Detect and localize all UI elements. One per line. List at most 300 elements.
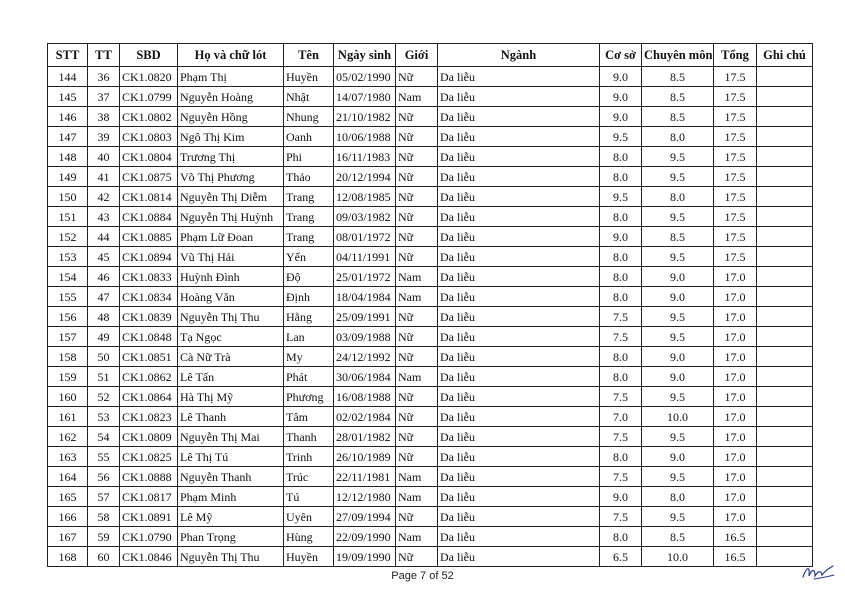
handwritten-initials bbox=[800, 560, 836, 584]
cell-ten: Huyền bbox=[284, 67, 334, 87]
cell-co-so: 8.0 bbox=[600, 207, 642, 227]
cell-ngay-sinh: 14/07/1980 bbox=[334, 87, 396, 107]
table-body bbox=[48, 67, 813, 567]
cell-tong: 17.5 bbox=[714, 127, 757, 147]
cell-tt: 49 bbox=[88, 327, 120, 347]
cell-sbd: CK1.0839 bbox=[120, 307, 178, 327]
cell-stt: 162 bbox=[48, 427, 88, 447]
cell-tong: 17.0 bbox=[714, 467, 757, 487]
cell-nganh: Da liễu bbox=[438, 127, 600, 147]
cell-ho-va-chu-lot: Huỳnh Đình bbox=[178, 267, 284, 287]
cell-co-so: 8.0 bbox=[600, 267, 642, 287]
cell-sbd: CK1.0833 bbox=[120, 267, 178, 287]
cell-tt: 56 bbox=[88, 467, 120, 487]
cell-stt: 147 bbox=[48, 127, 88, 147]
cell-chuyen-mon: 9.5 bbox=[642, 147, 714, 167]
cell-gioi: Nam bbox=[396, 267, 438, 287]
cell-ten: Uyên bbox=[284, 507, 334, 527]
cell-gioi: Nữ bbox=[396, 387, 438, 407]
cell-ho-va-chu-lot: Nguyễn Thị Thu bbox=[178, 307, 284, 327]
cell-stt: 146 bbox=[48, 107, 88, 127]
cell-ten: Phi bbox=[284, 147, 334, 167]
cell-nganh: Da liễu bbox=[438, 107, 600, 127]
cell-chuyen-mon: 8.5 bbox=[642, 87, 714, 107]
cell-ngay-sinh: 24/12/1992 bbox=[334, 347, 396, 367]
cell-nganh: Da liễu bbox=[438, 227, 600, 247]
cell-tong: 17.0 bbox=[714, 367, 757, 387]
cell-co-so: 9.0 bbox=[600, 87, 642, 107]
cell-tong: 17.5 bbox=[714, 227, 757, 247]
cell-gioi: Nữ bbox=[396, 127, 438, 147]
cell-ghi-chu bbox=[757, 487, 813, 507]
cell-tong: 17.0 bbox=[714, 327, 757, 347]
cell-ghi-chu bbox=[757, 287, 813, 307]
cell-sbd: CK1.0799 bbox=[120, 87, 178, 107]
cell-ho-va-chu-lot: Ngô Thị Kim bbox=[178, 127, 284, 147]
cell-co-so: 8.0 bbox=[600, 247, 642, 267]
cell-chuyen-mon: 9.0 bbox=[642, 267, 714, 287]
cell-stt: 163 bbox=[48, 447, 88, 467]
cell-ngay-sinh: 22/09/1990 bbox=[334, 527, 396, 547]
cell-chuyen-mon: 9.5 bbox=[642, 207, 714, 227]
cell-sbd: CK1.0894 bbox=[120, 247, 178, 267]
cell-nganh: Da liễu bbox=[438, 167, 600, 187]
cell-stt: 150 bbox=[48, 187, 88, 207]
table-row bbox=[48, 347, 813, 367]
header-co-so: Cơ sở bbox=[600, 44, 642, 67]
cell-chuyen-mon: 8.5 bbox=[642, 227, 714, 247]
cell-chuyen-mon: 9.0 bbox=[642, 347, 714, 367]
cell-nganh: Da liễu bbox=[438, 207, 600, 227]
cell-ho-va-chu-lot: Phạm Minh bbox=[178, 487, 284, 507]
page-number: Page 7 of 52 bbox=[391, 570, 454, 582]
cell-ho-va-chu-lot: Hoàng Văn bbox=[178, 287, 284, 307]
cell-tong: 17.5 bbox=[714, 247, 757, 267]
cell-tt: 58 bbox=[88, 507, 120, 527]
cell-ngay-sinh: 28/01/1982 bbox=[334, 427, 396, 447]
cell-tong: 17.5 bbox=[714, 147, 757, 167]
cell-ghi-chu bbox=[757, 387, 813, 407]
cell-ten: Độ bbox=[284, 267, 334, 287]
cell-sbd: CK1.0846 bbox=[120, 547, 178, 567]
cell-ghi-chu bbox=[757, 227, 813, 247]
table-row bbox=[48, 427, 813, 447]
cell-tong: 17.5 bbox=[714, 167, 757, 187]
cell-co-so: 8.0 bbox=[600, 147, 642, 167]
cell-ho-va-chu-lot: Nguyễn Thị Mai bbox=[178, 427, 284, 447]
cell-gioi: Nữ bbox=[396, 427, 438, 447]
cell-stt: 148 bbox=[48, 147, 88, 167]
cell-ten: Hằng bbox=[284, 307, 334, 327]
cell-ten: Huyền bbox=[284, 547, 334, 567]
header-tt: TT bbox=[88, 44, 120, 67]
cell-tong: 17.0 bbox=[714, 267, 757, 287]
cell-co-so: 8.0 bbox=[600, 347, 642, 367]
cell-ghi-chu bbox=[757, 527, 813, 547]
cell-ten: Trang bbox=[284, 187, 334, 207]
cell-ho-va-chu-lot: Nguyễn Hồng bbox=[178, 107, 284, 127]
cell-stt: 145 bbox=[48, 87, 88, 107]
cell-gioi: Nam bbox=[396, 467, 438, 487]
cell-ngay-sinh: 02/02/1984 bbox=[334, 407, 396, 427]
cell-sbd: CK1.0804 bbox=[120, 147, 178, 167]
cell-stt: 149 bbox=[48, 167, 88, 187]
cell-tt: 42 bbox=[88, 187, 120, 207]
cell-ngay-sinh: 27/09/1994 bbox=[334, 507, 396, 527]
table-row bbox=[48, 207, 813, 227]
cell-stt: 151 bbox=[48, 207, 88, 227]
cell-stt: 158 bbox=[48, 347, 88, 367]
cell-gioi: Nữ bbox=[396, 407, 438, 427]
cell-chuyen-mon: 9.5 bbox=[642, 387, 714, 407]
cell-tt: 36 bbox=[88, 67, 120, 87]
cell-nganh: Da liễu bbox=[438, 507, 600, 527]
cell-tt: 40 bbox=[88, 147, 120, 167]
cell-nganh: Da liễu bbox=[438, 407, 600, 427]
cell-co-so: 9.0 bbox=[600, 67, 642, 87]
cell-tt: 48 bbox=[88, 307, 120, 327]
cell-chuyen-mon: 8.5 bbox=[642, 107, 714, 127]
header-ngay-sinh: Ngày sinh bbox=[334, 44, 396, 67]
cell-ten: Tâm bbox=[284, 407, 334, 427]
cell-sbd: CK1.0814 bbox=[120, 187, 178, 207]
cell-ghi-chu bbox=[757, 187, 813, 207]
cell-chuyen-mon: 8.0 bbox=[642, 187, 714, 207]
cell-ten: Nhung bbox=[284, 107, 334, 127]
cell-gioi: Nữ bbox=[396, 67, 438, 87]
cell-tt: 51 bbox=[88, 367, 120, 387]
table-row bbox=[48, 367, 813, 387]
cell-gioi: Nam bbox=[396, 527, 438, 547]
cell-ghi-chu bbox=[757, 307, 813, 327]
cell-gioi: Nữ bbox=[396, 227, 438, 247]
cell-tt: 47 bbox=[88, 287, 120, 307]
cell-nganh: Da liễu bbox=[438, 327, 600, 347]
cell-gioi: Nữ bbox=[396, 187, 438, 207]
cell-ho-va-chu-lot: Nguyễn Hoàng bbox=[178, 87, 284, 107]
cell-sbd: CK1.0862 bbox=[120, 367, 178, 387]
cell-ghi-chu bbox=[757, 327, 813, 347]
cell-ghi-chu bbox=[757, 127, 813, 147]
cell-tt: 55 bbox=[88, 447, 120, 467]
cell-stt: 160 bbox=[48, 387, 88, 407]
table-row bbox=[48, 187, 813, 207]
cell-stt: 157 bbox=[48, 327, 88, 347]
cell-nganh: Da liễu bbox=[438, 387, 600, 407]
cell-ghi-chu bbox=[757, 147, 813, 167]
table-row bbox=[48, 167, 813, 187]
cell-gioi: Nữ bbox=[396, 107, 438, 127]
cell-ngay-sinh: 04/11/1991 bbox=[334, 247, 396, 267]
header-gioi: Giới bbox=[396, 44, 438, 67]
cell-stt: 156 bbox=[48, 307, 88, 327]
cell-stt: 165 bbox=[48, 487, 88, 507]
cell-nganh: Da liễu bbox=[438, 347, 600, 367]
cell-nganh: Da liễu bbox=[438, 287, 600, 307]
cell-gioi: Nữ bbox=[396, 447, 438, 467]
cell-tt: 43 bbox=[88, 207, 120, 227]
cell-ghi-chu bbox=[757, 167, 813, 187]
cell-ten: Tú bbox=[284, 487, 334, 507]
cell-tong: 17.0 bbox=[714, 507, 757, 527]
cell-nganh: Da liễu bbox=[438, 187, 600, 207]
cell-co-so: 9.0 bbox=[600, 107, 642, 127]
cell-tong: 17.5 bbox=[714, 107, 757, 127]
cell-ho-va-chu-lot: Nguyễn Thanh bbox=[178, 467, 284, 487]
cell-ho-va-chu-lot: Trương Thị bbox=[178, 147, 284, 167]
cell-chuyen-mon: 9.5 bbox=[642, 467, 714, 487]
header-nganh: Ngành bbox=[438, 44, 600, 67]
cell-ghi-chu bbox=[757, 207, 813, 227]
cell-ho-va-chu-lot: Lê Mỹ bbox=[178, 507, 284, 527]
cell-ghi-chu bbox=[757, 267, 813, 287]
table-row bbox=[48, 67, 813, 87]
cell-sbd: CK1.0790 bbox=[120, 527, 178, 547]
cell-ngay-sinh: 12/08/1985 bbox=[334, 187, 396, 207]
cell-ngay-sinh: 26/10/1989 bbox=[334, 447, 396, 467]
table-row bbox=[48, 327, 813, 347]
cell-ten: Oanh bbox=[284, 127, 334, 147]
cell-tt: 53 bbox=[88, 407, 120, 427]
cell-co-so: 7.5 bbox=[600, 507, 642, 527]
table-row bbox=[48, 287, 813, 307]
cell-nganh: Da liễu bbox=[438, 467, 600, 487]
cell-ten: Thanh bbox=[284, 427, 334, 447]
cell-tong: 17.0 bbox=[714, 307, 757, 327]
cell-sbd: CK1.0864 bbox=[120, 387, 178, 407]
cell-ghi-chu bbox=[757, 247, 813, 267]
cell-ghi-chu bbox=[757, 427, 813, 447]
header-sbd: SBD bbox=[120, 44, 178, 67]
table-row bbox=[48, 467, 813, 487]
cell-gioi: Nữ bbox=[396, 327, 438, 347]
cell-ngay-sinh: 12/12/1980 bbox=[334, 487, 396, 507]
cell-ho-va-chu-lot: Tạ Ngọc bbox=[178, 327, 284, 347]
cell-nganh: Da liễu bbox=[438, 267, 600, 287]
table-row bbox=[48, 487, 813, 507]
cell-co-so: 7.5 bbox=[600, 387, 642, 407]
table-header-row bbox=[48, 44, 813, 67]
cell-gioi: Nam bbox=[396, 287, 438, 307]
exam-results-table bbox=[47, 43, 813, 567]
cell-ghi-chu bbox=[757, 367, 813, 387]
cell-nganh: Da liễu bbox=[438, 427, 600, 447]
cell-tt: 59 bbox=[88, 527, 120, 547]
cell-ho-va-chu-lot: Cà Nữ Trà bbox=[178, 347, 284, 367]
cell-sbd: CK1.0834 bbox=[120, 287, 178, 307]
table-row bbox=[48, 127, 813, 147]
table-row bbox=[48, 507, 813, 527]
cell-ngay-sinh: 30/06/1984 bbox=[334, 367, 396, 387]
cell-ho-va-chu-lot: Lê Thị Tú bbox=[178, 447, 284, 467]
cell-ghi-chu bbox=[757, 507, 813, 527]
cell-ho-va-chu-lot: Nguyễn Thị Diễm bbox=[178, 187, 284, 207]
cell-gioi: Nữ bbox=[396, 547, 438, 567]
cell-tt: 39 bbox=[88, 127, 120, 147]
cell-sbd: CK1.0884 bbox=[120, 207, 178, 227]
cell-chuyen-mon: 8.0 bbox=[642, 127, 714, 147]
results-sheet bbox=[47, 43, 813, 567]
cell-ngay-sinh: 21/10/1982 bbox=[334, 107, 396, 127]
cell-co-so: 7.5 bbox=[600, 327, 642, 347]
cell-ngay-sinh: 19/09/1990 bbox=[334, 547, 396, 567]
cell-co-so: 9.0 bbox=[600, 487, 642, 507]
cell-nganh: Da liễu bbox=[438, 247, 600, 267]
cell-tt: 50 bbox=[88, 347, 120, 367]
cell-ten: Trang bbox=[284, 207, 334, 227]
cell-ten: Trang bbox=[284, 227, 334, 247]
cell-chuyen-mon: 10.0 bbox=[642, 407, 714, 427]
cell-tong: 16.5 bbox=[714, 547, 757, 567]
cell-co-so: 7.5 bbox=[600, 307, 642, 327]
cell-stt: 168 bbox=[48, 547, 88, 567]
cell-ho-va-chu-lot: Lê Thanh bbox=[178, 407, 284, 427]
table-row bbox=[48, 547, 813, 567]
header-tong: Tổng bbox=[714, 44, 757, 67]
cell-ten: Thảo bbox=[284, 167, 334, 187]
cell-sbd: CK1.0891 bbox=[120, 507, 178, 527]
cell-ngay-sinh: 05/02/1990 bbox=[334, 67, 396, 87]
cell-ten: Trúc bbox=[284, 467, 334, 487]
cell-stt: 153 bbox=[48, 247, 88, 267]
cell-ten: Trinh bbox=[284, 447, 334, 467]
cell-ho-va-chu-lot: Võ Thị Phương bbox=[178, 167, 284, 187]
cell-ten: Lan bbox=[284, 327, 334, 347]
table-row bbox=[48, 147, 813, 167]
cell-ghi-chu bbox=[757, 87, 813, 107]
cell-tt: 46 bbox=[88, 267, 120, 287]
header-ghi-chu: Ghi chú bbox=[757, 44, 813, 67]
cell-co-so: 6.5 bbox=[600, 547, 642, 567]
cell-chuyen-mon: 8.5 bbox=[642, 67, 714, 87]
cell-ten: Phương bbox=[284, 387, 334, 407]
cell-chuyen-mon: 9.0 bbox=[642, 287, 714, 307]
cell-sbd: CK1.0823 bbox=[120, 407, 178, 427]
table-row bbox=[48, 307, 813, 327]
cell-chuyen-mon: 9.0 bbox=[642, 447, 714, 467]
cell-sbd: CK1.0885 bbox=[120, 227, 178, 247]
cell-tong: 17.0 bbox=[714, 407, 757, 427]
cell-chuyen-mon: 9.5 bbox=[642, 327, 714, 347]
cell-ten: Nhật bbox=[284, 87, 334, 107]
cell-nganh: Da liễu bbox=[438, 447, 600, 467]
cell-sbd: CK1.0817 bbox=[120, 487, 178, 507]
cell-ghi-chu bbox=[757, 407, 813, 427]
cell-tt: 52 bbox=[88, 387, 120, 407]
cell-tt: 57 bbox=[88, 487, 120, 507]
header-stt: STT bbox=[48, 44, 88, 67]
cell-tong: 16.5 bbox=[714, 527, 757, 547]
cell-tong: 17.0 bbox=[714, 347, 757, 367]
cell-ho-va-chu-lot: Vũ Thị Hải bbox=[178, 247, 284, 267]
cell-ngay-sinh: 08/01/1972 bbox=[334, 227, 396, 247]
header-ten: Tên bbox=[284, 44, 334, 67]
cell-ten: Phát bbox=[284, 367, 334, 387]
cell-gioi: Nữ bbox=[396, 347, 438, 367]
cell-sbd: CK1.0848 bbox=[120, 327, 178, 347]
cell-ho-va-chu-lot: Hà Thị Mỹ bbox=[178, 387, 284, 407]
cell-chuyen-mon: 9.0 bbox=[642, 367, 714, 387]
table-row bbox=[48, 387, 813, 407]
cell-sbd: CK1.0803 bbox=[120, 127, 178, 147]
cell-ngay-sinh: 25/01/1972 bbox=[334, 267, 396, 287]
cell-chuyen-mon: 9.5 bbox=[642, 167, 714, 187]
cell-tong: 17.5 bbox=[714, 187, 757, 207]
table-row bbox=[48, 527, 813, 547]
cell-nganh: Da liễu bbox=[438, 527, 600, 547]
cell-co-so: 7.5 bbox=[600, 467, 642, 487]
cell-tong: 17.5 bbox=[714, 207, 757, 227]
cell-chuyen-mon: 9.5 bbox=[642, 247, 714, 267]
cell-ngay-sinh: 25/09/1991 bbox=[334, 307, 396, 327]
cell-sbd: CK1.0888 bbox=[120, 467, 178, 487]
cell-co-so: 8.0 bbox=[600, 167, 642, 187]
cell-gioi: Nữ bbox=[396, 207, 438, 227]
cell-co-so: 8.0 bbox=[600, 447, 642, 467]
cell-tong: 17.0 bbox=[714, 387, 757, 407]
cell-ghi-chu bbox=[757, 467, 813, 487]
cell-gioi: Nữ bbox=[396, 247, 438, 267]
table-row bbox=[48, 107, 813, 127]
header-ho-va-chu-lot: Họ và chữ lót bbox=[178, 44, 284, 67]
table-row bbox=[48, 227, 813, 247]
table-row bbox=[48, 407, 813, 427]
cell-ho-va-chu-lot: Nguyễn Thị Thu bbox=[178, 547, 284, 567]
cell-stt: 161 bbox=[48, 407, 88, 427]
cell-co-so: 8.0 bbox=[600, 367, 642, 387]
cell-ghi-chu bbox=[757, 67, 813, 87]
cell-tong: 17.5 bbox=[714, 87, 757, 107]
cell-stt: 155 bbox=[48, 287, 88, 307]
cell-ho-va-chu-lot: Phan Trọng bbox=[178, 527, 284, 547]
cell-tt: 60 bbox=[88, 547, 120, 567]
header-chuyen-mon: Chuyên môn bbox=[642, 44, 714, 67]
cell-ten: Hùng bbox=[284, 527, 334, 547]
cell-gioi: Nữ bbox=[396, 147, 438, 167]
cell-co-so: 9.5 bbox=[600, 187, 642, 207]
cell-tt: 37 bbox=[88, 87, 120, 107]
cell-sbd: CK1.0820 bbox=[120, 67, 178, 87]
cell-ngay-sinh: 10/06/1988 bbox=[334, 127, 396, 147]
cell-ten: Định bbox=[284, 287, 334, 307]
cell-co-so: 8.0 bbox=[600, 527, 642, 547]
cell-nganh: Da liễu bbox=[438, 67, 600, 87]
cell-tt: 38 bbox=[88, 107, 120, 127]
cell-sbd: CK1.0851 bbox=[120, 347, 178, 367]
cell-ten: My bbox=[284, 347, 334, 367]
cell-stt: 164 bbox=[48, 467, 88, 487]
cell-ho-va-chu-lot: Phạm Thị bbox=[178, 67, 284, 87]
cell-chuyen-mon: 8.5 bbox=[642, 527, 714, 547]
cell-gioi: Nữ bbox=[396, 307, 438, 327]
cell-ghi-chu bbox=[757, 347, 813, 367]
cell-tong: 17.0 bbox=[714, 427, 757, 447]
cell-ngay-sinh: 20/12/1994 bbox=[334, 167, 396, 187]
cell-ngay-sinh: 18/04/1984 bbox=[334, 287, 396, 307]
table-row bbox=[48, 267, 813, 287]
cell-chuyen-mon: 10.0 bbox=[642, 547, 714, 567]
cell-gioi: Nam bbox=[396, 487, 438, 507]
cell-nganh: Da liễu bbox=[438, 487, 600, 507]
cell-ngay-sinh: 09/03/1982 bbox=[334, 207, 396, 227]
cell-co-so: 7.0 bbox=[600, 407, 642, 427]
cell-nganh: Da liễu bbox=[438, 307, 600, 327]
cell-tong: 17.0 bbox=[714, 487, 757, 507]
cell-stt: 166 bbox=[48, 507, 88, 527]
cell-gioi: Nữ bbox=[396, 507, 438, 527]
cell-tt: 45 bbox=[88, 247, 120, 267]
cell-ngay-sinh: 22/11/1981 bbox=[334, 467, 396, 487]
